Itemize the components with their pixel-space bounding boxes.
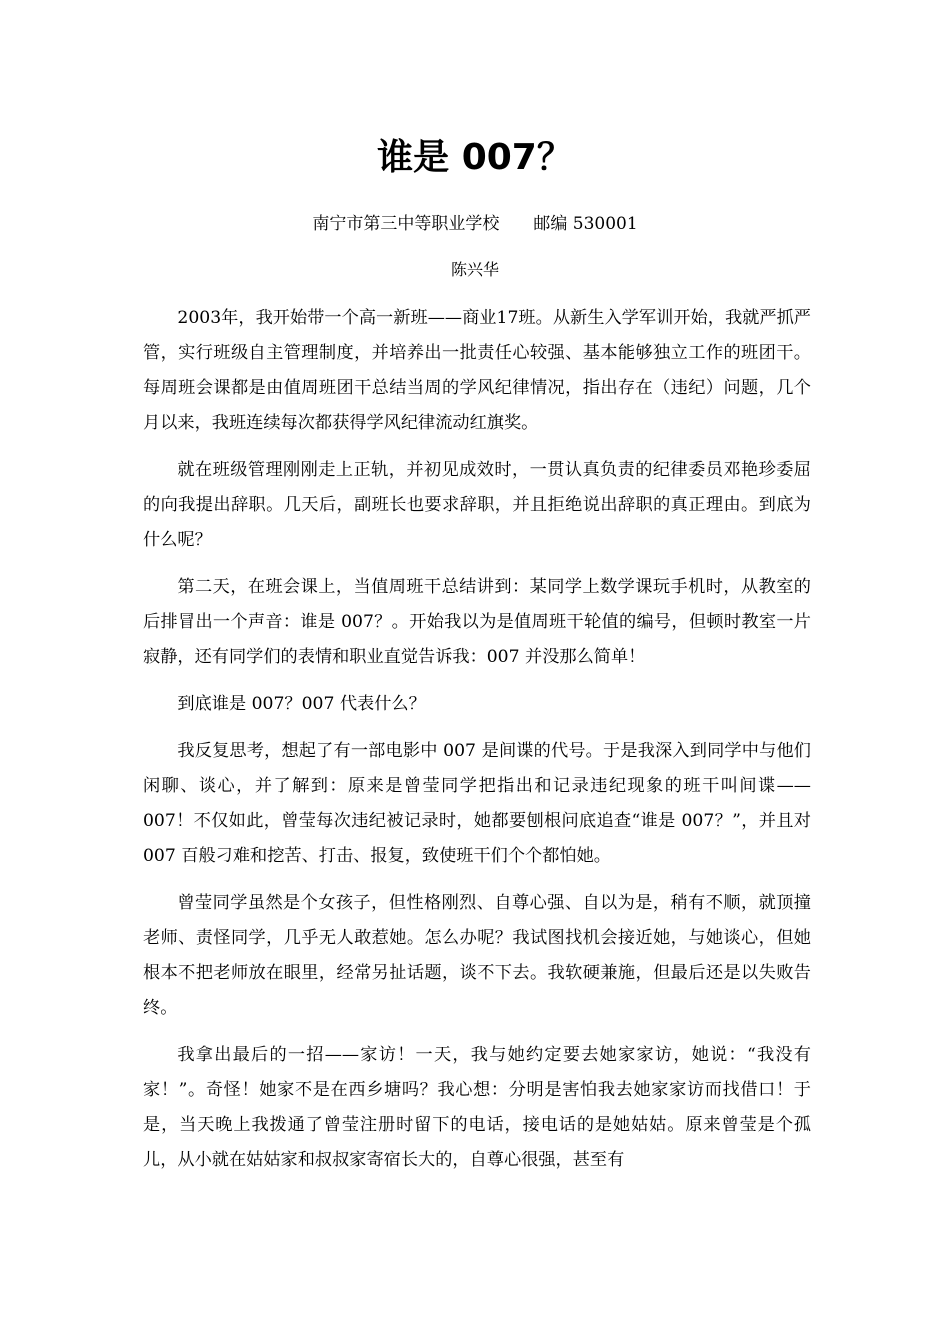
paragraph: 第二天，在班会课上，当值周班干总结讲到：某同学上数学课玩手机时，从教室的后排冒出一个声音：谁是 007？。开始我以为是值周班干轮值的编号，但顿时教室一片寂静，还有同学们的表情和职业直觉告诉我：007 并没那么简单！ (143, 577, 811, 667)
paragraph: 我拿出最后的一招——家访！一天，我与她约定要去她家家访，她说：“我没有家！”。奇怪！她家不是在西乡塘吗？我心想：分明是害怕我去她家家访而找借口！于是，当天晚上我拨通了曾莹注册时留下的电话，接电话的是她姑姑。原来曾莹是个孤儿，从小就在姑姑家和叔叔家寄宿长大的，自尊心很强，甚至有 (143, 1045, 811, 1170)
paragraph: 到底谁是 007？007 代表什么？ (177, 694, 426, 714)
document-title: 谁是 007？ (377, 137, 573, 178)
paragraph: 就在班级管理刚刚走上正轨，并初见成效时，一贯认真负责的纪律委员邓艳珍委屈的向我提出辞职。几天后，副班长也要求辞职，并且拒绝说出辞职的真正理由。到底为什么呢？ (143, 460, 811, 550)
school-name: 南宁市第三中等职业学校 (312, 214, 500, 234)
paragraph: 我反复思考，想起了有一部电影中 007 是间谍的代号。于是我深入到同学中与他们闲聊、谈心，并了解到：原来是曾莹同学把指出和记录违纪现象的班干叫间谍——007！不仅如此，曾莹每次违纪被记录时，她都要刨根问底追查“谁是 007？”，并且对 007 百般刁难和挖苦、打击、报复，致使班干们个个都怕她。 (143, 741, 811, 866)
article-body (143, 301, 811, 1190)
paragraph: 曾莹同学虽然是个女孩子，但性格刚烈、自尊心强、自以为是，稍有不顺，就顶撞老师、责怪同学，几乎无人敢惹她。怎么办呢？我试图找机会接近她，与她谈心，但她根本不把老师放在眼里，经常另扯话题，谈不下去。我软硬兼施，但最后还是以失败告终。 (143, 893, 811, 1018)
school-info-line (0, 212, 950, 236)
postcode: 邮编 530001 (533, 214, 638, 234)
paragraph: 2003年，我开始带一个高一新班——商业17班。从新生入学军训开始，我就严抓严管，实行班级自主管理制度，并培养出一批责任心较强、基本能够独立工作的班团干。每周班会课都是由值周班团干总结当周的学风纪律情况，指出存在（违纪）问题，几个月以来，我班连续每次都获得学风纪律流动红旗奖。 (143, 308, 811, 433)
author-name: 陈兴华 (450, 260, 499, 279)
